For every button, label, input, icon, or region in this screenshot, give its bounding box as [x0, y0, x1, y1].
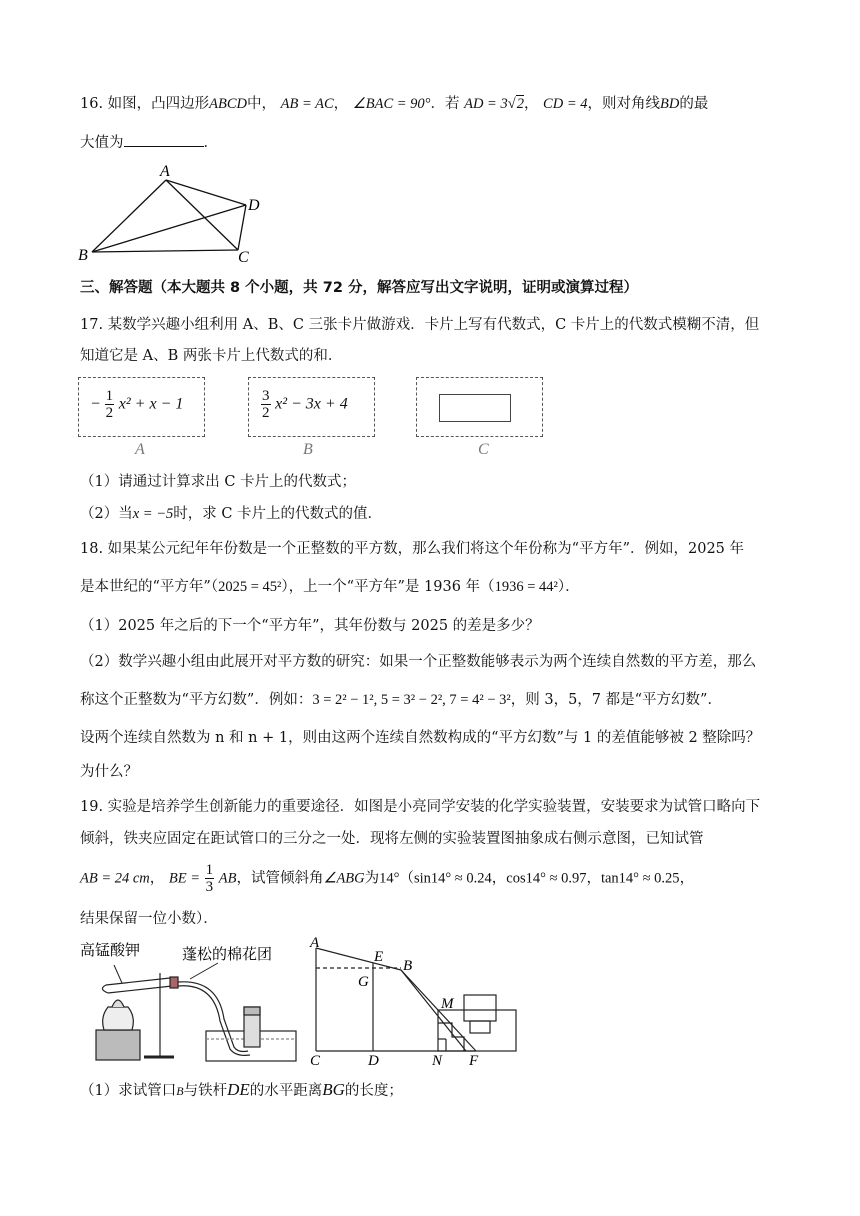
q19-sub1: （1）求试管口B与铁杆DE的水平距离BG的长度；: [80, 1080, 403, 1099]
q17-sub2: （2）当x = −5时，求 C 卡片上的代数式的值．: [80, 506, 383, 522]
q19-line4: 结果保留一位小数）．: [80, 911, 218, 927]
q18-sub2-line1: （2）数学兴趣小组由此展开对平方数的研究：如果一个正整数能够表示为两个连续自然数的平方差，那么: [80, 654, 757, 670]
card-a-fraction: $\frac{1}{2}$: [105, 388, 114, 421]
label-cotton-ball: 蓬松的棉花团: [182, 945, 273, 963]
label-m: M: [441, 996, 454, 1012]
card-c-blurred-box: [439, 394, 511, 422]
q16-quadrilateral-figure: [70, 158, 270, 268]
q18-sub2-line4: 为什么？: [80, 764, 138, 780]
q19-line2: 倾斜，铁夹应固定在距试管口的三分之一处．现将左侧的实验装置图抽象成右侧示意图，已知试管: [80, 831, 704, 847]
q16-line2: 大值为 ．: [80, 132, 218, 153]
lab-apparatus-figure: [78, 935, 300, 1070]
label-c: C: [238, 249, 249, 266]
q19-line3: AB = 24 cm， BE = $\frac{1}{3}$ AB，试管倾斜角∠ABG为14°（sin14° ≈ 0.24，cos14° ≈ 0.97，tan14° ≈ 0.25，: [80, 862, 695, 895]
answer-blank[interactable]: [124, 132, 204, 147]
label-a: A: [310, 935, 320, 951]
card-c: [416, 377, 543, 437]
card-b-fraction: $\frac{3}{2}$: [262, 388, 270, 421]
label-n: N: [432, 1053, 443, 1069]
q18-sub2-line3: 设两个连续自然数为 n 和 n + 1，则由这两个连续自然数构成的“平方幻数”与 1 的差值能够被 2 整除吗？: [80, 730, 761, 746]
card-b-label: B: [303, 441, 313, 458]
q18-sub1: （1）2025 年之后的下一个“平方年”，其年份数与 2025 的差是多少？: [80, 618, 540, 634]
label-potassium-permanganate: 高锰酸钾: [80, 941, 141, 959]
card-a: − $\frac{1}{2}$ x² + x − 1: [78, 377, 205, 437]
schematic-figure: [304, 935, 529, 1070]
label-e: E: [374, 949, 384, 965]
q19-line1: 19. 实验是培养学生创新能力的重要途径．如图是小亮同学安装的化学实验装置，安装要求为试管口略向下: [80, 799, 761, 815]
card-c-label: C: [478, 441, 489, 458]
label-d: D: [368, 1053, 379, 1069]
one-third-fraction: $\frac{1}{3}$: [205, 862, 214, 895]
section-3-title: 三、解答题（本大题共 8 个小题，共 72 分，解答应写出文字说明，证明或演算过程）: [80, 280, 638, 296]
q18-sub2-line2: 称这个正整数为“平方幻数”．例如：3 = 2² − 1², 5 = 3² − 2², 7 = 4² − 3²，则 3，5，7 都是“平方幻数”．: [80, 692, 722, 708]
label-b: B: [403, 958, 413, 974]
label-c: C: [310, 1053, 321, 1069]
q17-line1: 17. 某数学兴趣小组利用 A、B、C 三张卡片做游戏．卡片上写有代数式，C 卡片上的代数式模糊不清，但: [80, 317, 760, 333]
label-d: D: [248, 197, 260, 214]
q18-line2: 是本世纪的“平方年”（2025 = 45²），上一个“平方年”是 1936 年（1936 = 44²）．: [80, 579, 580, 595]
q18-line1: 18. 如果某公元纪年年份数是一个正整数的平方数，那么我们将这个年份称为“平方年”．例如，2025 年: [80, 541, 745, 557]
label-g: G: [358, 974, 369, 990]
label-b: B: [78, 247, 88, 264]
q17-line2: 知道它是 A、B 两张卡片上代数式的和．: [80, 348, 343, 364]
q16-line1: 16. 如图，凸四边形ABCD中， AB = AC， ∠BAC = 90°．若 AD = 3√2， CD = 4，则对角线BD的最: [80, 96, 709, 112]
label-f: F: [469, 1053, 479, 1069]
q17-sub1: （1）请通过计算求出 C 卡片上的代数式；: [80, 474, 357, 490]
label-a: A: [160, 163, 170, 180]
card-a-label: A: [135, 441, 145, 458]
ad-expression: AD = 3√2: [464, 96, 524, 112]
card-b: $\frac{3}{2}$ x² − 3x + 4: [248, 377, 375, 437]
